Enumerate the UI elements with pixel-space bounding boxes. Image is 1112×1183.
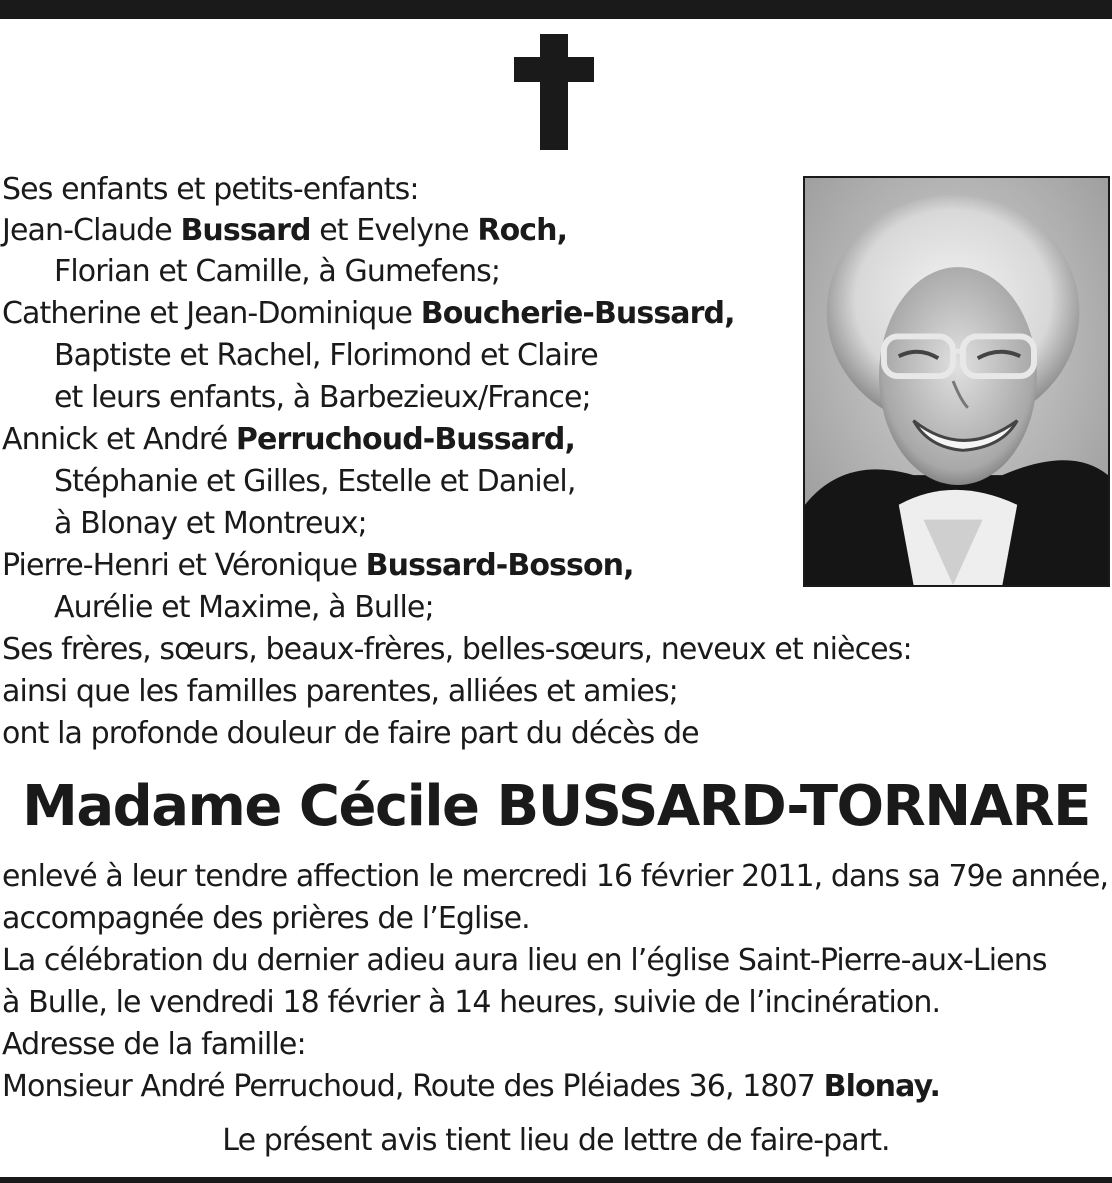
latin-cross-icon bbox=[514, 34, 594, 150]
family-line-6-surname: Perruchoud-Bussard, bbox=[235, 422, 575, 457]
bottom-rule bbox=[0, 1177, 1112, 1183]
details-line-2: accompagnée des prières de l’Eglise. bbox=[2, 901, 530, 936]
family-line-3 bbox=[2, 293, 735, 335]
address-label: Adresse de la famille: bbox=[2, 1027, 306, 1062]
announcement-line: ont la profonde douleur de faire part du décès de bbox=[2, 716, 699, 751]
family-line-9-surname: Bussard-Bosson, bbox=[365, 548, 634, 583]
top-rule bbox=[0, 0, 1112, 19]
family-intro: Ses enfants et petits-enfants: bbox=[2, 172, 419, 207]
family-line-8: à Blonay et Montreux; bbox=[54, 506, 367, 541]
family-line-1-surname-b: Roch, bbox=[477, 213, 568, 248]
closing-note: Le présent avis tient lieu de lettre de faire-part. bbox=[222, 1123, 890, 1158]
family-line-4: Baptiste et Rachel, Florimond et Claire bbox=[54, 338, 598, 373]
details-line-4: à Bulle, le vendredi 18 février à 14 heures, suivie de l’incinération. bbox=[2, 985, 941, 1020]
family-line-1-text-b: et Evelyne bbox=[310, 213, 478, 248]
details-line-1: enlevé à leur tendre affection le mercredi 16 février 2011, dans sa 79e année, bbox=[2, 859, 1109, 894]
family-line-6-text: Annick et André bbox=[2, 422, 236, 457]
family-line-9-text: Pierre-Henri et Véronique bbox=[2, 548, 366, 583]
deceased-name: Madame Cécile BUSSARD-TORNARE bbox=[22, 774, 1090, 839]
family-line-7: Stéphanie et Gilles, Estelle et Daniel, bbox=[54, 464, 576, 499]
family-line-1 bbox=[2, 210, 567, 252]
family-line-5: et leurs enfants, à Barbezieux/France; bbox=[54, 380, 591, 415]
family-line-6 bbox=[2, 419, 575, 461]
portrait-photo bbox=[803, 176, 1110, 587]
address-text: Monsieur André Perruchoud, Route des Pléiades 36, 1807 bbox=[2, 1069, 824, 1104]
family-line-1-text-a: Jean-Claude bbox=[2, 213, 181, 248]
family-line-9 bbox=[2, 545, 634, 587]
family-line-3-surname: Boucherie-Bussard, bbox=[420, 296, 735, 331]
relatives-line: ainsi que les familles parentes, alliées et amies; bbox=[2, 674, 678, 709]
address-line bbox=[2, 1066, 940, 1108]
address-town: Blonay. bbox=[823, 1069, 940, 1104]
siblings-line: Ses frères, sœurs, beaux-frères, belles-sœurs, neveux et nièces: bbox=[2, 632, 912, 667]
portrait-photo-drawing bbox=[805, 178, 1108, 585]
family-line-3-text: Catherine et Jean-Dominique bbox=[2, 296, 421, 331]
family-line-10: Aurélie et Maxime, à Bulle; bbox=[54, 590, 434, 625]
family-line-1-surname-a: Bussard bbox=[180, 213, 311, 248]
details-line-3: La célébration du dernier adieu aura lieu en l’église Saint-Pierre-aux-Liens bbox=[2, 943, 1047, 978]
family-line-2: Florian et Camille, à Gumefens; bbox=[54, 254, 501, 289]
